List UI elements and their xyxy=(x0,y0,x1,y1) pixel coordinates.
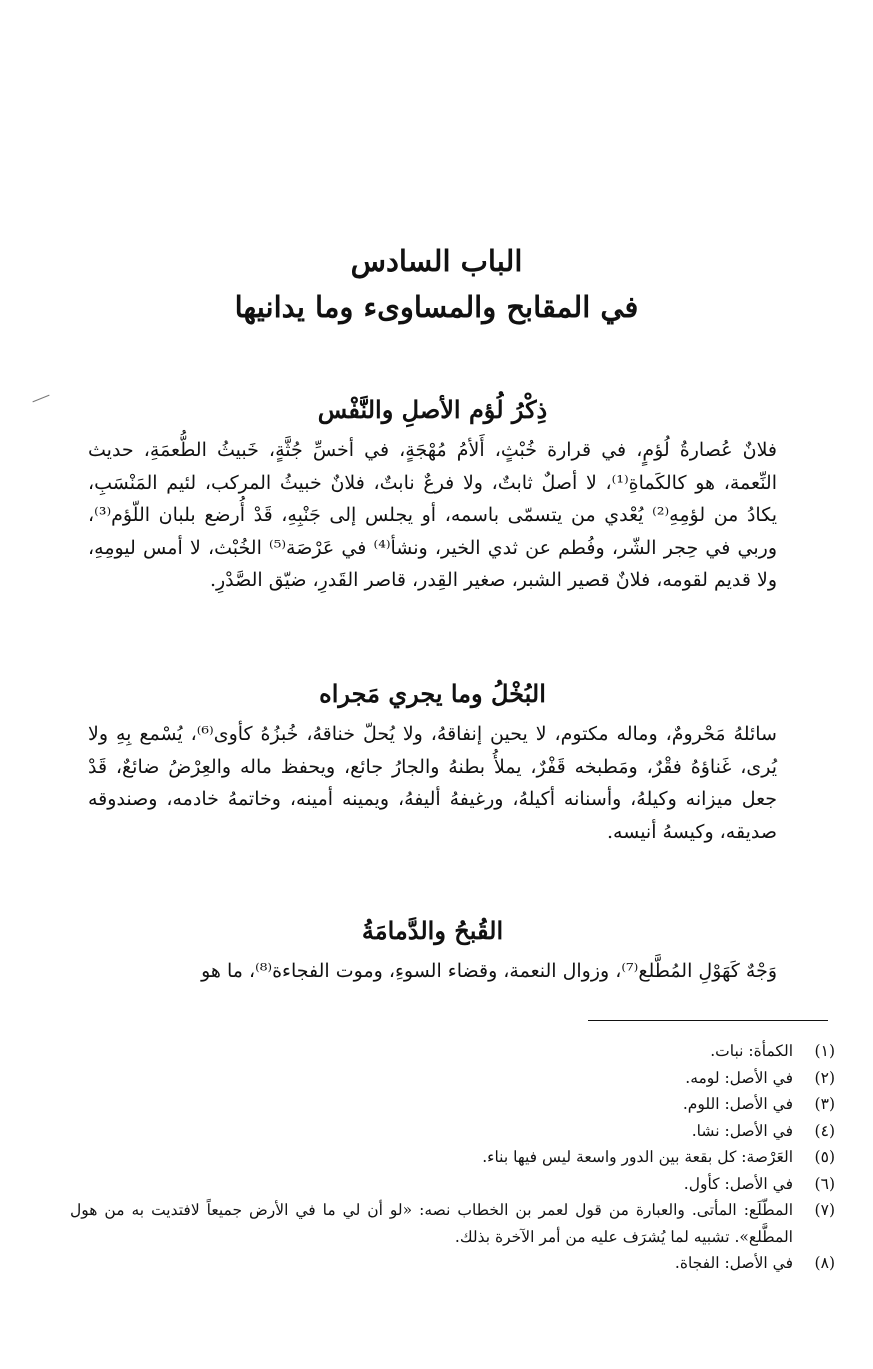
section-body: سائلهُ مَحْرومٌ، وماله مكتوم، لا يحين إنفاقهُ، ولا يُحلّ خناقهُ، خُبزُهُ كأوى⁽⁶⁾، يُسْمع بِهِ ولا يُرى، غَناؤهُ فقْرٌ، ومَطبخه قَفْرٌ، يملأُ بطنهُ والجارُ جائع، ويحفظ ماله والعِرْضُ ضائعٌ، قَدْ جعل ميزانه وكيلهُ، وأسنانه أكيلهُ، ورغيفهُ أليفهُ، ويمينه أمينه، وخاتمهُ خادمه، وصندوقه صديقه، وكيسهُ أنيسه. xyxy=(88,723,777,843)
section-ancestry-meanness xyxy=(88,392,777,597)
footnote-text: الكمأة: نبات. xyxy=(710,1042,793,1060)
footnote-text: المطّلَع: المأتى. والعبارة من قول لعمر بن الخطاب نصه: «لو أن لي ما في الأرض جميعاً لافتديت به من هول المطَّلع». تشبيه لما يُشرَف عليه من أمر الآخرة بذلك. xyxy=(70,1201,793,1246)
footnote-text: في الأصل: كأول. xyxy=(683,1174,793,1193)
margin-pen-mark xyxy=(32,395,49,403)
footnote-marker: (٢) xyxy=(814,1068,835,1087)
footnote-item xyxy=(70,1038,835,1065)
footnote-marker: (١) xyxy=(814,1042,835,1060)
section-heading: البُخْلُ وما يجري مَجراه xyxy=(319,679,546,708)
footnote-item xyxy=(70,1144,835,1171)
footnote-marker: (٨) xyxy=(814,1254,835,1272)
footnote-separator xyxy=(588,1020,828,1021)
section-stinginess xyxy=(88,676,777,848)
section-body: وَجْهٌ كَهَوْلِ المُطَّلع⁽⁷⁾، وزوال النعمة، وقضاء السوءِ، وموت الفجاءة⁽⁸⁾، ما هو xyxy=(201,960,777,982)
footnote-item xyxy=(70,1250,835,1277)
section-heading: ذِكْرُ لُؤم الأصلِ والنَّفْس xyxy=(317,395,548,424)
footnote-marker: (٦) xyxy=(814,1174,835,1193)
section-body: فلانٌ عُصارةُ لُؤمٍ، في قرارة خُبْثٍ، أَلأمُ مُهْجَةٍ، في أخسِّ جُثَّةٍ، خَبيثُ الطُّعمَةِ، حديث النِّعمة، هو كالكَماةِ⁽¹⁾، لا أصلٌ ثابتٌ، ولا فرعٌ نابتٌ، فلانٌ خبيثُ المركب، لئيم المَنْسَبِ، يكادُ من لؤمِهِ⁽²⁾ يُعْدي من يتسمّى باسمه، أو يجلس إلى جَنْبِهِ، قَدْ أُرضع بلبان اللّؤم⁽³⁾، وربي في حِجر الشّر، وفُطم عن ثدي الخير، ونشأ⁽⁴⁾ في عَرْصَة⁽⁵⁾ الخُبْث، لا أمس ليومِهِ، ولا قديم لقومه، فلانٌ قصير الشبر، صغير القِدر، قاصر القَدرِ، ضيّق الصَّدْرِ. xyxy=(88,439,778,591)
section-ugliness xyxy=(88,913,777,988)
section-heading: القُبحُ والدَّمامَةُ xyxy=(361,916,504,945)
chapter-number: الباب السادس xyxy=(350,244,523,278)
footnote-text: في الأصل: نشا. xyxy=(691,1121,793,1140)
footnote-text: في الأصل: اللوم. xyxy=(682,1095,793,1113)
footnote-item xyxy=(70,1118,835,1145)
footnote-item xyxy=(70,1171,835,1198)
footnote-marker: (٥) xyxy=(814,1148,835,1166)
footnote-text: العَرْصة: كل بقعة بين الدور واسعة ليس فيها بناء. xyxy=(482,1148,793,1166)
footnote-marker: (٤) xyxy=(814,1121,835,1140)
footnote-item xyxy=(70,1065,835,1092)
chapter-title xyxy=(0,238,873,330)
footnote-item xyxy=(70,1197,835,1250)
footnotes-list xyxy=(70,1038,835,1277)
footnote-text: في الأصل: لومه. xyxy=(685,1068,793,1087)
footnote-marker: (٣) xyxy=(814,1095,835,1113)
chapter-subject: في المقابح والمساوىء وما يدانيها xyxy=(234,290,639,324)
footnote-item xyxy=(70,1091,835,1118)
footnote-marker: (٧) xyxy=(814,1201,835,1219)
footnote-text: في الأصل: الفجاة. xyxy=(674,1254,793,1272)
